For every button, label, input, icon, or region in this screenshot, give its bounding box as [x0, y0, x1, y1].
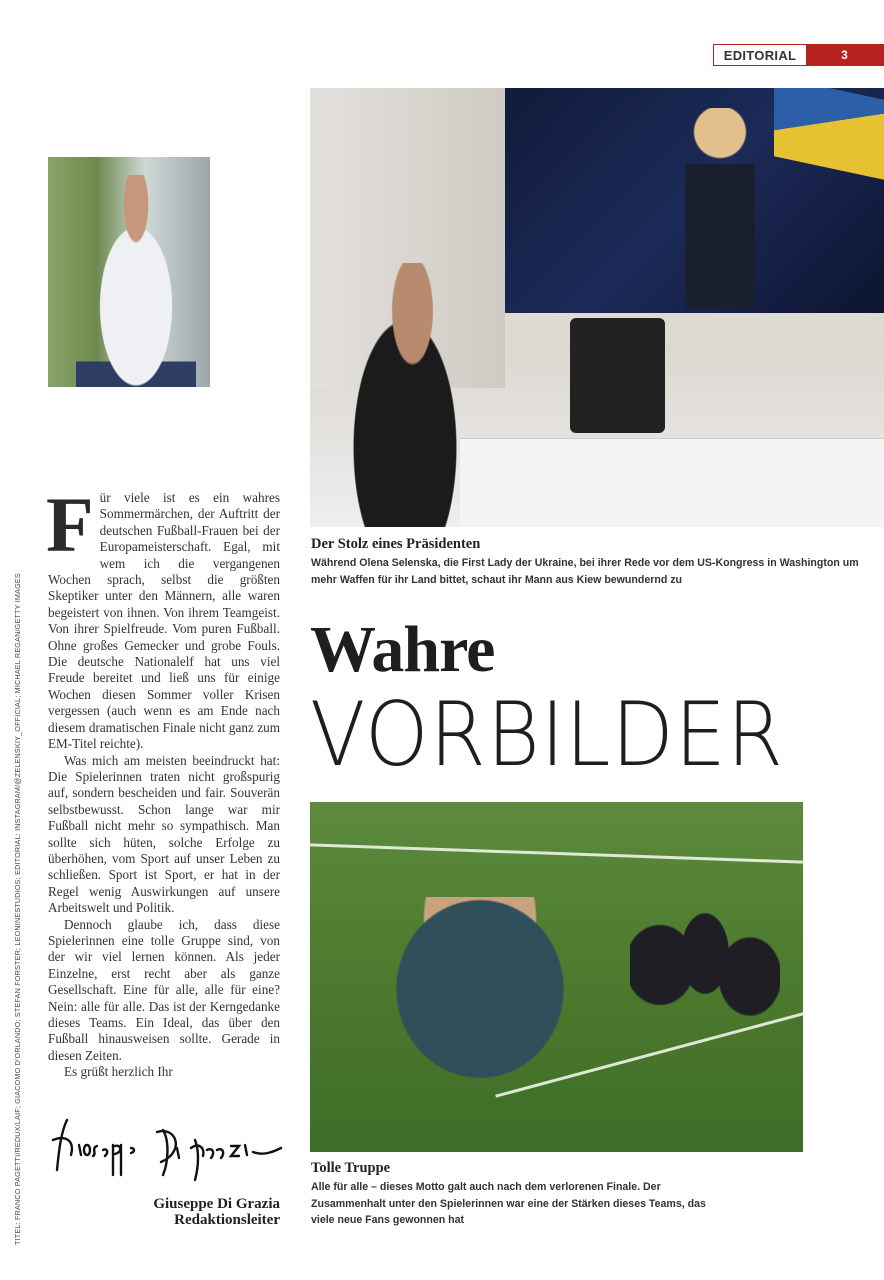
paragraph: Was mich am meisten beeindruckt hat: Die Spielerinnen traten nicht großspurig auf, sondern bescheiden und fair. Souverän selbstbewusst. Schon lange war mir Fußball nicht mehr so sympathisch. Man sollte sich hüten, solche Erfolge zu überhöhen, vom Sport auf unser Leben zu schließen. Sport ist Sport, er hat in der Regel wenig Auswirkungen auf unsere Arbeitswelt und Politik.	[48, 752, 280, 916]
photo-zelensky	[310, 88, 884, 527]
paragraph: Dennoch glaube ich, dass diese Spielerinnen eine tolle Gruppe sind, von der wir viel lernen können. Als jeder Einzelne, erst recht aber als ganze Gesellschaft. Eine für alle, alle für eine? Nein: alle für alle. Das ist der Kerngedanke dieses Teams. Ein Ideal, das über den Fußball hinausweisen sollte. Gerade in diesen Zeiten.	[48, 916, 280, 1063]
paragraph: ür viele ist es ein wahres Sommermärchen, der Auftritt der deutschen Fußball-Frauen bei der Europameisterschaft. Egal, mit wem ich die vergangenen Wochen sprach, selbst die größten Skeptiker unter den Männern, alle waren begeistert von ihnen. Von ihrem Teamgeist. Von ihrer Spielfreude. Vom puren Fußball. Ohne großes Gemecker und grobe Fouls. Die deutsche Nationalelf hat uns viel Freude bereitet und ließ uns für einige Wochen diesen Sommer voller Krisen vergessen (auch wenn es am Ende nach diesem dramatischen Finale nicht ganz zum EM-Titel reichte).	[48, 490, 280, 752]
page-number: 3	[806, 45, 883, 65]
section-tab	[713, 44, 884, 66]
headline-line2: VORBILDER	[310, 683, 784, 786]
headline-line1: Wahre	[310, 613, 495, 686]
paragraph: Es grüßt herzlich Ihr	[64, 1064, 173, 1080]
author-role: Redaktionsleiter	[174, 1212, 280, 1228]
caption-title: Der Stolz eines Präsidenten	[311, 536, 481, 552]
author-signoff	[48, 1196, 280, 1228]
caption-text: Während Olena Selenska, die First Lady der Ukraine, bei ihrer Rede vor dem US-Kongress in Washington um mehr Waffen für ihr Land bittet, schaut ihr Mann aus Kiew bewundernd zu	[311, 557, 859, 586]
photo-credits: TITEL: FRANCO PAGETTI/REDUX/LAIF; GIACOMO D'ORLANDO; STEFAN FORSTER; LEONINESTUDIOS; EDITORIAL: INSTAGRAM/@ZELENSKIY_OFFICIAL; MICHAEL REGAN/GETTY IMAGES	[13, 573, 22, 1245]
author-portrait	[48, 157, 210, 387]
caption-title: Tolle Truppe	[311, 1160, 391, 1176]
section-label: EDITORIAL	[714, 45, 806, 65]
drop-cap: F	[46, 481, 94, 568]
caption-text: Alle für alle – dieses Motto galt auch nach dem verlorenen Finale. Der Zusammenhalt unter den Spielerinnen war eine der Stärken dieses Teams, das viele neue Fans gewonnen hat	[311, 1181, 706, 1226]
editorial-text	[46, 481, 280, 1081]
photo-team-huddle	[310, 802, 803, 1152]
caption-top	[311, 536, 871, 588]
caption-bottom	[311, 1160, 731, 1229]
signature	[45, 1110, 285, 1185]
author-name: Giuseppe Di Grazia	[153, 1196, 280, 1212]
